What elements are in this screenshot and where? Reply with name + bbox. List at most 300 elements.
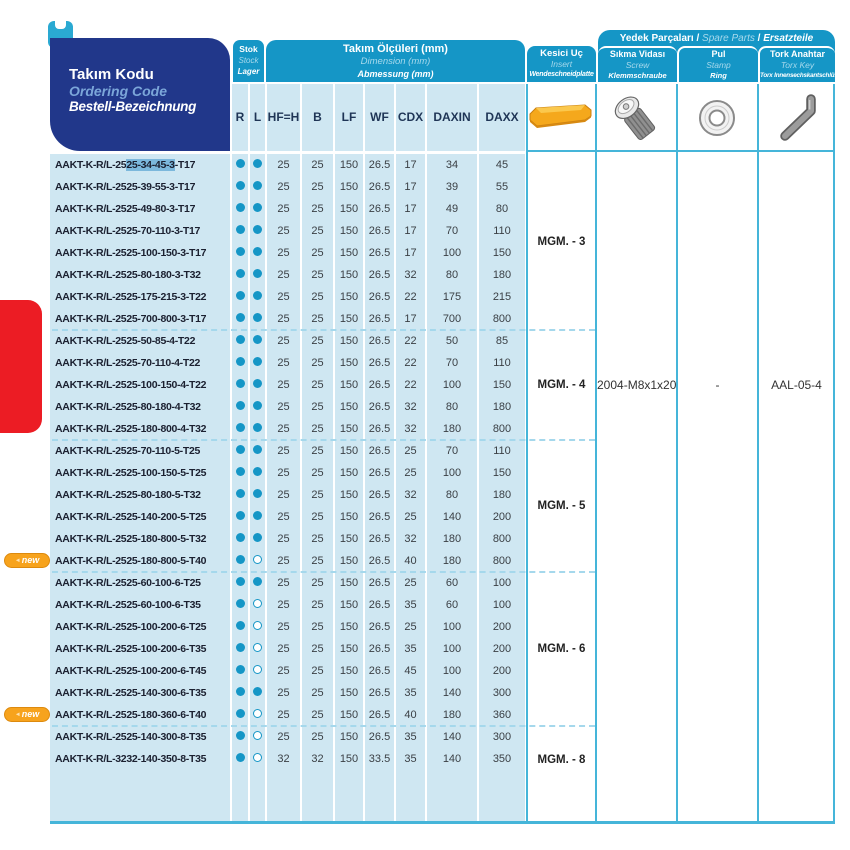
dim-daxx: 180 (492, 401, 512, 413)
dim-daxx: 800 (492, 533, 512, 545)
dim-cdx: 17 (404, 203, 417, 215)
dim-lf: 150 (339, 643, 359, 655)
dim-daxin: 80 (445, 401, 459, 413)
dim-cdx: 17 (404, 181, 417, 193)
dim-wf: 26.5 (368, 401, 391, 413)
dim-daxin: 70 (445, 445, 459, 457)
spare-title-sep1: / (693, 33, 703, 44)
stock-r-dot (236, 687, 245, 696)
table-row (0, 198, 850, 220)
dim-lf: 150 (339, 621, 359, 633)
table-row (0, 396, 850, 418)
dim-daxin: 140 (442, 753, 462, 765)
tool-code: AAKT-K-R/L-2525-49-80-3-T17 (55, 203, 196, 215)
dim-wf: 26.5 (368, 159, 391, 171)
stock-l-dot (253, 357, 262, 366)
dim-daxx: 110 (493, 357, 511, 369)
stock-l-cell (250, 506, 265, 528)
dim-hf: 25 (277, 643, 290, 655)
table-row (0, 286, 850, 308)
dim-daxx: 150 (492, 467, 512, 479)
dim-b: 25 (311, 687, 324, 699)
stock-r-cell (232, 594, 248, 616)
stock-r-dot (236, 621, 245, 630)
stock-l-cell (250, 462, 265, 484)
dim-b: 25 (311, 401, 324, 413)
dim-hf: 25 (277, 379, 290, 391)
dim-wf: 26.5 (368, 225, 391, 237)
torx-value: AAL-05-4 (771, 378, 822, 392)
stock-r-dot (236, 511, 245, 520)
dim-b: 25 (311, 445, 324, 457)
insert-group-label: MGM. - 3 (537, 236, 586, 248)
dim-lf: 150 (339, 533, 359, 545)
stock-l-dot (253, 665, 262, 674)
tool-code: AAKT-K-R/L-2525-70-110-5-T25 (55, 445, 201, 457)
dim-hf: 25 (277, 599, 290, 611)
dim-daxin: 100 (442, 643, 462, 655)
dim-daxin: 140 (442, 511, 462, 523)
stock-l-cell (250, 484, 265, 506)
stock-r-dot (236, 247, 245, 256)
dim-hf: 25 (277, 665, 290, 677)
dim-daxin: 39 (445, 181, 459, 193)
dim-hf: 25 (277, 335, 290, 347)
dim-daxx: 45 (495, 159, 509, 171)
dim-b: 25 (311, 269, 324, 281)
dim-daxx: 200 (492, 665, 512, 677)
dim-wf: 26.5 (368, 357, 391, 369)
table-row (0, 726, 850, 748)
stock-r-cell (232, 748, 248, 770)
dim-cdx: 17 (404, 159, 417, 171)
table-row (0, 594, 850, 616)
stock-l-dot (253, 335, 262, 344)
dim-wf: 26.5 (368, 423, 391, 435)
washer-ring-icon (695, 96, 739, 145)
dim-wf: 26.5 (368, 665, 391, 677)
stock-r-cell (232, 660, 248, 682)
tool-code: AAKT-K-R/L-2525-100-150-3-T17 (55, 247, 207, 259)
table-row (0, 748, 850, 770)
stock-tr: Stok (239, 44, 258, 54)
dim-lf: 150 (339, 247, 359, 259)
table-row (0, 154, 850, 176)
dim-lf: 150 (339, 203, 359, 215)
tool-code: AAKT-K-R/L-2525-180-800-5-T40 (55, 555, 207, 567)
tool-code: AAKT-K-R/L-2525-700-800-3-T17 (55, 313, 207, 325)
dim-wf: 26.5 (368, 599, 391, 611)
table-row (0, 572, 850, 594)
stock-l-dot (253, 753, 262, 762)
dim-b: 25 (311, 247, 324, 259)
dim-b: 25 (311, 379, 324, 391)
screw-de: Klemmschraube (608, 71, 667, 80)
dim-daxin: 80 (445, 489, 459, 501)
dim-wf: 26.5 (368, 511, 391, 523)
stamp-de: Ring (710, 71, 727, 80)
dim-daxx: 800 (492, 313, 512, 325)
torx-key-icon (771, 91, 821, 148)
tool-code: AAKT-K-R/L-2525-60-100-6-T25 (55, 577, 201, 589)
dim-cdx: 32 (404, 489, 417, 501)
stock-r-cell (232, 550, 248, 572)
table-row (0, 352, 850, 374)
tool-code: AAKT-K-R/L-2525-80-180-5-T32 (55, 489, 201, 501)
stock-l-dot (253, 709, 262, 718)
spare-title-de: Ersatzteile (763, 33, 814, 44)
dim-lf: 150 (339, 269, 359, 281)
dim-cdx: 45 (404, 665, 417, 677)
stock-l-dot (253, 181, 262, 190)
stock-r-dot (236, 643, 245, 652)
table-row (0, 528, 850, 550)
stock-r-cell (232, 330, 248, 352)
dim-b: 25 (311, 313, 324, 325)
dim-hf: 25 (277, 401, 290, 413)
table-row (0, 704, 850, 726)
table-row (0, 660, 850, 682)
dim-hf: 25 (277, 467, 290, 479)
dim-daxx: 110 (493, 225, 511, 237)
dim-daxx: 300 (492, 687, 512, 699)
table-row (0, 616, 850, 638)
dim-daxx: 180 (492, 489, 512, 501)
stock-l-dot (253, 269, 262, 278)
stock-l-cell (250, 264, 265, 286)
tool-code: AAKT-K-R/L-2525-70-110-3-T17 (55, 225, 201, 237)
column-header-lf: LF (341, 110, 357, 124)
tool-code: AAKT-K-R/L-2525-80-180-4-T32 (55, 401, 201, 413)
dim-b: 25 (311, 357, 324, 369)
dim-hf: 25 (277, 533, 290, 545)
dim-daxx: 200 (492, 643, 512, 655)
dim-hf: 25 (277, 357, 290, 369)
tool-code: AAKT-K-R/L-2525-50-85-4-T22 (55, 335, 196, 347)
stock-r-cell (232, 440, 248, 462)
dim-hf: 25 (277, 313, 290, 325)
insert-group-label: MGM. - 4 (537, 379, 586, 391)
dim-wf: 26.5 (368, 489, 391, 501)
stock-l-dot (253, 423, 262, 432)
screw-header (598, 46, 677, 82)
stock-r-cell (232, 462, 248, 484)
new-badge-arrow-icon: ◄ (14, 712, 21, 718)
dim-cdx: 32 (404, 401, 417, 413)
dim-daxin: 180 (442, 555, 462, 567)
stock-l-cell (250, 726, 265, 748)
stock-l-cell (250, 330, 265, 352)
stock-r-dot (236, 753, 245, 762)
dim-cdx: 32 (404, 423, 417, 435)
insert-header (527, 46, 596, 82)
table-row (0, 462, 850, 484)
tool-code: AAKT-K-R/L-2525-175-215-3-T22 (55, 291, 207, 303)
stock-l-dot (253, 599, 262, 608)
dim-cdx: 35 (404, 643, 417, 655)
dim-daxx: 800 (492, 423, 512, 435)
dim-b: 25 (311, 533, 324, 545)
spare-title-en: Spare Parts (702, 33, 755, 44)
stock-en: Stock (238, 56, 259, 65)
border-screw-left (595, 84, 597, 823)
tool-code: AAKT-K-R/L-2525-80-180-3-T32 (55, 269, 201, 281)
dim-daxin: 100 (442, 467, 462, 479)
column-header-hfh: HF=H (267, 110, 300, 124)
dim-lf: 150 (339, 731, 359, 743)
stock-l-dot (253, 577, 262, 586)
dim-lf: 150 (339, 401, 359, 413)
dim-cdx: 35 (404, 687, 417, 699)
stock-l-cell (250, 528, 265, 550)
dim-cdx: 22 (404, 335, 417, 347)
stock-r-dot (236, 445, 245, 454)
stock-l-dot (253, 687, 262, 696)
dim-cdx: 25 (404, 511, 417, 523)
dim-hf: 25 (277, 203, 290, 215)
stock-r-dot (236, 555, 245, 564)
dimensions-tr: Takım Ölçüleri (mm) (343, 43, 448, 55)
stock-r-cell (232, 198, 248, 220)
stock-l-dot (253, 291, 262, 300)
new-badge-label: new (21, 555, 40, 565)
dim-daxx: 800 (492, 555, 512, 567)
dim-cdx: 25 (404, 577, 417, 589)
dim-lf: 150 (339, 445, 359, 457)
dim-cdx: 25 (404, 445, 417, 457)
stock-r-dot (236, 181, 245, 190)
dim-hf: 25 (277, 577, 290, 589)
dim-lf: 150 (339, 511, 359, 523)
dim-hf: 25 (277, 555, 290, 567)
stock-r-dot (236, 159, 245, 168)
dim-lf: 150 (339, 753, 359, 765)
table-row (0, 440, 850, 462)
dim-b: 25 (311, 489, 324, 501)
tool-code: AAKT-K-R/L-2525-180-800-4-T32 (55, 423, 207, 435)
dim-daxin: 100 (442, 379, 462, 391)
table-row (0, 264, 850, 286)
stock-r-dot (236, 599, 245, 608)
stock-r-cell (232, 242, 248, 264)
dim-hf: 25 (277, 423, 290, 435)
table-row (0, 638, 850, 660)
column-header-daxx: DAXX (485, 110, 519, 124)
dim-daxx: 215 (492, 291, 512, 303)
border-stamp-left (676, 84, 678, 823)
dim-cdx: 35 (404, 753, 417, 765)
border-right-edge (833, 84, 835, 823)
dim-daxin: 175 (442, 291, 462, 303)
stock-r-cell (232, 726, 248, 748)
dim-wf: 26.5 (368, 709, 391, 721)
stock-r-dot (236, 467, 245, 476)
dim-daxin: 50 (445, 335, 459, 347)
stock-de: Lager (237, 67, 260, 76)
dim-daxin: 180 (442, 423, 462, 435)
stock-r-cell (232, 286, 248, 308)
dim-lf: 150 (339, 159, 359, 171)
stock-r-dot (236, 423, 245, 432)
stock-r-dot (236, 533, 245, 542)
tool-code: AAKT-K-R/L-2525-100-150-4-T22 (55, 379, 207, 391)
stock-l-dot (253, 555, 262, 564)
insert-en: Insert (550, 59, 573, 69)
stamp-tr: Pul (711, 49, 726, 59)
torx-tr: Tork Anahtar (769, 49, 825, 59)
tool-code: AAKT-K-R/L-2525-60-100-6-T35 (55, 599, 201, 611)
tool-code: AAKT-K-R/L-2525-100-200-6-T45 (55, 665, 207, 677)
dim-daxx: 350 (492, 753, 512, 765)
stock-r-cell (232, 572, 248, 594)
dim-wf: 26.5 (368, 247, 391, 259)
tool-code: AAKT-K-R/L-2525-100-150-5-T25 (55, 467, 207, 479)
dim-cdx: 32 (404, 269, 417, 281)
torx-en: Torx Key (780, 60, 815, 70)
table-row (0, 550, 850, 572)
dim-cdx: 25 (404, 467, 417, 479)
stock-l-dot (253, 643, 262, 652)
dim-daxx: 110 (493, 445, 511, 457)
clamping-screw-icon (606, 88, 664, 151)
stock-r-cell (232, 396, 248, 418)
stock-l-cell (250, 682, 265, 704)
dim-b: 25 (311, 599, 324, 611)
dim-lf: 150 (339, 291, 359, 303)
stock-l-dot (253, 401, 262, 410)
stock-l-cell (250, 660, 265, 682)
dim-daxx: 100 (492, 577, 512, 589)
dim-cdx: 22 (404, 379, 417, 391)
stock-r-dot (236, 379, 245, 388)
column-header-b: B (313, 110, 322, 124)
torx-header (758, 46, 846, 82)
stock-l-dot (253, 247, 262, 256)
dim-hf: 25 (277, 445, 290, 457)
dim-cdx: 35 (404, 599, 417, 611)
ordering-code-header (50, 38, 230, 151)
dim-b: 25 (311, 577, 324, 589)
dim-wf: 26.5 (368, 181, 391, 193)
dim-daxx: 55 (495, 181, 509, 193)
dim-wf: 26.5 (368, 577, 391, 589)
dim-daxin: 100 (442, 247, 462, 259)
spare-parts-header (598, 30, 846, 82)
stock-r-cell (232, 220, 248, 242)
dim-cdx: 22 (404, 357, 417, 369)
spare-title-tr: Yedek Parçaları (619, 33, 694, 44)
dim-b: 25 (311, 511, 324, 523)
dim-hf: 25 (277, 181, 290, 193)
stock-r-dot (236, 357, 245, 366)
dim-daxin: 100 (442, 665, 462, 677)
dim-daxin: 70 (445, 357, 459, 369)
dim-b: 25 (311, 555, 324, 567)
stock-l-dot (253, 489, 262, 498)
dim-daxx: 200 (492, 511, 512, 523)
stock-l-cell (250, 198, 265, 220)
screw-tr: Sıkma Vidası (609, 49, 666, 59)
dim-daxin: 34 (445, 159, 459, 171)
stock-l-cell (250, 748, 265, 770)
insert-group-label: MGM. - 5 (537, 500, 586, 512)
table-row (0, 484, 850, 506)
dim-daxin: 70 (445, 225, 459, 237)
tool-code: AAKT-K-R/L-2525-140-300-6-T35 (55, 687, 207, 699)
stock-l-dot (253, 467, 262, 476)
dimensions-en: Dimension (mm) (360, 56, 431, 67)
stock-r-dot (236, 291, 245, 300)
dim-lf: 150 (339, 357, 359, 369)
dim-wf: 26.5 (368, 467, 391, 479)
stock-r-dot (236, 731, 245, 740)
dim-lf: 150 (339, 467, 359, 479)
dimensions-header (266, 40, 525, 82)
dim-daxin: 60 (445, 577, 459, 589)
dim-hf: 25 (277, 731, 290, 743)
stock-r-cell (232, 374, 248, 396)
ordering-code-tr: Takım Kodu (69, 66, 154, 83)
tool-code: AAKT-K-R/L-2525-140-200-5-T25 (55, 511, 207, 523)
dimensions-de: Abmessung (mm) (357, 69, 434, 79)
corner-tab-notch (55, 21, 66, 29)
grooving-insert-icon (529, 103, 593, 134)
dim-wf: 26.5 (368, 555, 391, 567)
dim-wf: 26.5 (368, 313, 391, 325)
tool-code: AAKT-K-R/L-2525-140-300-8-T35 (55, 731, 207, 743)
dim-lf: 150 (339, 379, 359, 391)
stock-l-cell (250, 550, 265, 572)
stock-r-cell (232, 704, 248, 726)
table-row (0, 506, 850, 528)
border-insert-left (526, 84, 528, 823)
stock-r-dot (236, 401, 245, 410)
dim-daxx: 150 (492, 247, 512, 259)
tool-code: AAKT-K-R/L-3232-140-350-8-T35 (55, 753, 207, 765)
tool-code: AAKT-K-R/L-2525-70-110-4-T22 (55, 357, 201, 369)
dim-daxx: 150 (492, 379, 512, 391)
stock-l-cell (250, 220, 265, 242)
spare-parts-title (598, 30, 835, 46)
table-row (0, 330, 850, 352)
dim-daxin: 49 (445, 203, 459, 215)
stock-l-cell (250, 396, 265, 418)
stock-r-dot (236, 489, 245, 498)
dim-b: 25 (311, 621, 324, 633)
dim-daxx: 100 (492, 599, 512, 611)
stock-l-dot (253, 511, 262, 520)
tool-code: AAKT-K-R/L-2525-180-800-5-T32 (55, 533, 207, 545)
dim-daxin: 100 (442, 621, 462, 633)
dim-b: 25 (311, 423, 324, 435)
table-row (0, 308, 850, 330)
dim-hf: 25 (277, 269, 290, 281)
stock-r-cell (232, 352, 248, 374)
stock-l-cell (250, 286, 265, 308)
insert-tr: Kesici Uç (540, 48, 583, 59)
stock-l-dot (253, 533, 262, 542)
tool-code: AAKT-K-R/L-2525-34-45-3-T17 (55, 159, 196, 171)
stock-l-cell (250, 638, 265, 660)
new-badge-arrow-icon: ◄ (14, 558, 21, 564)
screw-value: 2004-M8x1x20 (597, 378, 677, 392)
dim-lf: 150 (339, 181, 359, 193)
table-row (0, 418, 850, 440)
dim-cdx: 25 (404, 621, 417, 633)
dim-b: 25 (311, 225, 324, 237)
dim-b: 25 (311, 709, 324, 721)
dim-hf: 25 (277, 489, 290, 501)
